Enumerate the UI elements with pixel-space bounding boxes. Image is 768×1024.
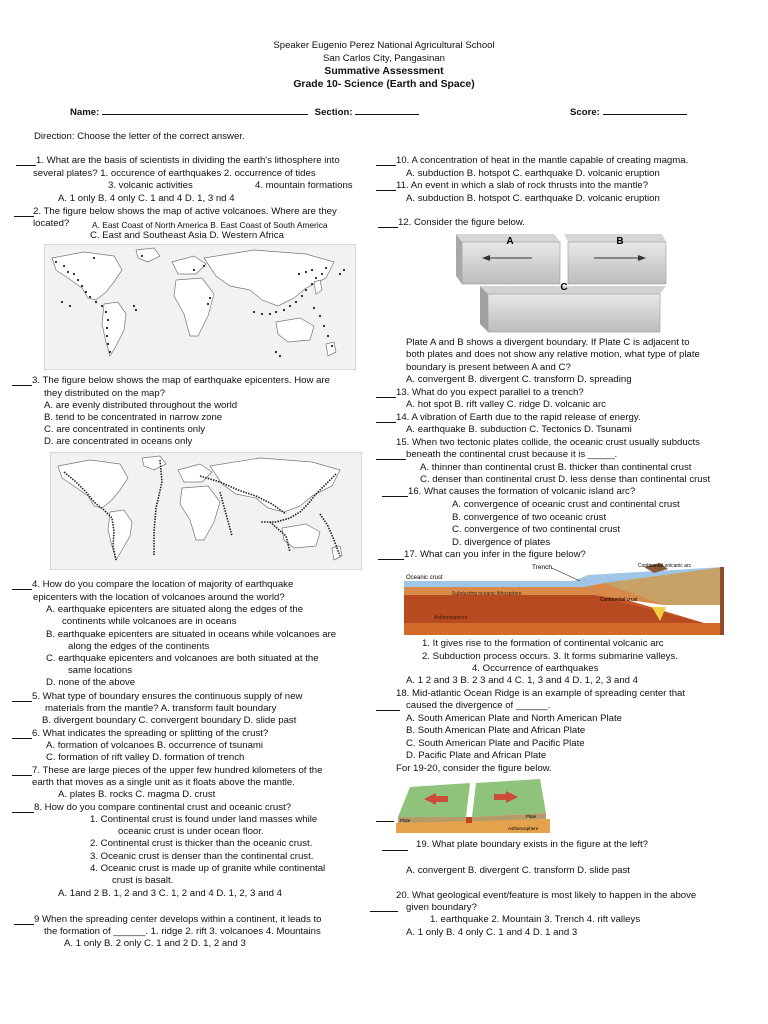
plate-c-label: C: [560, 282, 568, 293]
q19-answer-blank[interactable]: [382, 841, 408, 851]
assessment-title: Summative Assessment: [324, 66, 444, 77]
q4-option-c2: same locations: [68, 665, 132, 676]
q15-line4: C. denser than continental crust D. less dense than continental crust: [420, 474, 711, 485]
q4-option-d: D. none of the above: [46, 677, 136, 688]
q10-answer-blank[interactable]: [376, 156, 396, 166]
q14-line1: 14. A vibration of Earth due to the rapid release of energy.: [396, 412, 641, 423]
q8-stmt4a: 4. Oceanic crust is made up of granite while continental: [90, 863, 326, 874]
q12-para3: boundary is present between A and C?: [406, 362, 571, 373]
q6-line3: C. formation of rift valley D. formation of trench: [46, 752, 245, 763]
q4-line1: 4. How do you compare the location of majority of earthquake: [32, 579, 294, 590]
q1-answer-blank[interactable]: [16, 156, 36, 166]
divergent-figure: [396, 777, 550, 833]
q18-option-d: D. Pacific Plate and African Plate: [406, 750, 547, 761]
q19-line1: 19. What plate boundary exists in the figure at the left?: [416, 839, 648, 850]
plate-b-block: [564, 234, 666, 284]
section-label: Section:: [314, 107, 353, 118]
q12-para2: both plates and does not show any relative motion, what type of plate: [406, 349, 700, 360]
asthenosphere-label-2: Asthenosphere: [508, 826, 539, 831]
score-row: [570, 105, 687, 119]
q9-line3: A. 1 only B. 2 only C. 1 and 2 D. 1, 2 and 3: [64, 938, 246, 949]
q4-option-a1: A. earthquake epicenters are situated along the edges of the: [46, 604, 304, 615]
name-row: [70, 105, 419, 119]
q3-line2: they distributed on the map?: [44, 388, 166, 399]
school-name: Speaker Eugenio Perez National Agricultural School: [273, 40, 495, 51]
q15-line3: A. thinner than continental crust B. thicker than continental crust: [420, 462, 692, 473]
name-label: Name:: [70, 107, 100, 118]
q18-answer-blank[interactable]: [376, 701, 400, 711]
q18-line1: 18. Mid-atlantic Ocean Ridge is an example of spreading center that: [396, 688, 686, 699]
q15-answer-blank[interactable]: [376, 450, 406, 460]
continental-crust-label: Continental crust: [600, 597, 638, 603]
q17-stmt2-3: 2. Subduction process occurs. 3. It forms submarine valleys.: [422, 651, 678, 662]
q2-line1: 2. The figure below shows the map of active volcanoes. Where are they: [33, 206, 337, 217]
q17-line1: 17. What can you infer in the figure below?: [404, 549, 586, 560]
q3-answer-blank[interactable]: [12, 376, 32, 386]
subduction-figure: [404, 561, 724, 635]
plate-a-label: A: [506, 236, 514, 247]
q17-stmt1: 1. It gives rise to the formation of continental volcanic arc: [422, 638, 664, 649]
q5-line3: B. divergent boundary C. convergent boundary D. slide past: [42, 715, 297, 726]
q20-options: A. 1 only B. 4 only C. 1 and 4 D. 1 and 3: [406, 927, 578, 938]
q8-stmt3: 3. Oceanic crust is denser than the continental crust.: [90, 851, 314, 862]
q11-answer-blank[interactable]: [376, 181, 396, 191]
q8-stmt2: 2. Continental crust is thicker than the oceanic crust.: [90, 838, 313, 849]
q11-line2: A. subduction B. hotspot C. earthquake D. volcanic eruption: [406, 193, 660, 204]
q15-line1: 15. When two tectonic plates collide, the oceanic crust usually subducts: [396, 437, 700, 448]
assessment-subtitle: Grade 10- Science (Earth and Space): [293, 79, 475, 90]
q6-line1: 6. What indicates the spreading or splitting of the crust?: [32, 728, 269, 739]
q3-option-d: D. are concentrated in oceans only: [44, 436, 193, 447]
q1-line3: 3. volcanic activities: [108, 180, 193, 191]
q18-option-c: C. South American Plate and Pacific Plate: [406, 738, 585, 749]
q3-option-b: B. tend to be concentrated in narrow zone: [44, 412, 223, 423]
q17-answer-blank[interactable]: [378, 550, 404, 560]
q6-line2: A. formation of volcanoes B. occurrence of tsunami: [46, 740, 264, 751]
q1-options: A. 1 only B. 4 only C. 1 and 4 D. 1, 3 nd 4: [58, 193, 235, 204]
q2-line2b: A. East Coast of North America B. East Coast of South America: [92, 220, 328, 230]
q10-line2: A. subduction B. hotspot C. earthquake D. volcanic eruption: [406, 168, 660, 179]
earthquake-map-figure: [50, 452, 362, 570]
q8-stmt1b: oceanic crust is under ocean floor.: [118, 826, 264, 837]
subducting-label: Subducting oceanic lithosphere: [452, 591, 522, 597]
q5-line1: 5. What type of boundary ensures the continuous supply of new: [32, 691, 303, 702]
q16-line1: 16. What causes the formation of volcanic island arc?: [408, 486, 636, 497]
q2-line2: located?: [33, 218, 70, 229]
oceanic-crust-label: Oceanic crust: [406, 575, 443, 581]
q13-answer-blank[interactable]: [376, 388, 396, 398]
q20-line3: 1. earthquake 2. Mountain 3. Trench 4. rift valleys: [430, 914, 641, 925]
q4-option-b2: along the edges of the continents: [68, 641, 210, 652]
q3-line1: 3. The figure below shows the map of earthquake epicenters. How are: [32, 375, 330, 386]
plate-b-label: B: [616, 236, 624, 247]
q8-answer-blank[interactable]: [12, 803, 34, 813]
plate-c-block: [480, 286, 666, 332]
q8-stmt1a: 1. Continental crust is found under land masses while: [90, 814, 318, 825]
q17-stmt4: 4. Occurrence of earthquakes: [472, 663, 599, 674]
q12-options: A. convergent B. divergent C. transform D. spreading: [406, 374, 632, 385]
q20-line2: given boundary?: [406, 902, 477, 913]
q7-line3: A. plates B. rocks C. magma D. crust: [58, 789, 216, 800]
name-field[interactable]: [102, 105, 308, 115]
q19-options: A. convergent B. divergent C. transform D. slide past: [406, 865, 630, 876]
q18-line2: caused the divergence of ______.: [406, 700, 551, 711]
q9-line2: the formation of ______. 1. ridge 2. rift 3. volcanoes 4. Mountains: [44, 926, 321, 937]
q8-options: A. 1and 2 B. 1, 2 and 3 C. 1, 2 and 4 D. 1, 2, 3 and 4: [58, 888, 283, 899]
q15-line2: beneath the continental crust because it is _____.: [406, 449, 618, 460]
q11-line1: 11. An event in which a slab of rock thrusts into the mantle?: [396, 180, 649, 191]
volcano-map-figure: [44, 244, 356, 370]
q12-answer-blank[interactable]: [378, 218, 398, 228]
plate-label-right: Plate: [526, 814, 537, 819]
q12-line1: 12. Consider the figure below.: [398, 217, 525, 228]
q7-answer-blank[interactable]: [12, 766, 32, 776]
plate-label-left: Plate: [400, 818, 411, 823]
q7-line2: earth that moves as a single unit as it floats above the mantle.: [32, 777, 295, 788]
q16-option-d: D. divergence of plates: [452, 537, 551, 548]
q16-option-a: A. convergence of oceanic crust and continental crust: [452, 499, 680, 510]
q4-option-a2: continents while volcanoes are in oceans: [62, 616, 237, 627]
q4-answer-blank[interactable]: [12, 580, 32, 590]
q8-stmt4b: crust is basalt.: [112, 875, 174, 886]
plates-block-figure: [452, 230, 670, 336]
q13-line2: A. hot spot B. rift valley C. ridge D. volcanic arc: [406, 399, 606, 410]
school-city: San Carlos City, Pangasinan: [323, 53, 445, 64]
q13-line1: 13. What do you expect parallel to a trench?: [396, 387, 584, 398]
q8-line1: 8. How do you compare continental crust and oceanic crust?: [34, 802, 292, 813]
direction-text: Direction: Choose the letter of the correct answer.: [34, 131, 245, 142]
q20-answer-blank[interactable]: [370, 902, 398, 912]
q14-answer-blank[interactable]: [376, 413, 396, 423]
q1-line1: 1. What are the basis of scientists in dividing the earth's lithosphere into: [36, 155, 340, 166]
trench-label: Trench: [532, 564, 552, 571]
q3-option-c: C. are concentrated in continents only: [44, 424, 206, 435]
q4-option-c1: C. earthquake epicenters and volcanoes are both situated at the: [46, 653, 319, 664]
q5-answer-blank[interactable]: [12, 692, 32, 702]
q4-line2: epicenters with the location of volcanoes around the world?: [33, 592, 285, 603]
volcanic-arc-label: Continental volcanic arc: [638, 563, 692, 569]
q20-line1: 20. What geological event/feature is most likely to happen in the above: [396, 890, 697, 901]
q5-line2: materials from the mantle? A. transform fault boundary: [45, 703, 277, 714]
score-field[interactable]: [603, 105, 687, 115]
q1-line3b: 4. mountain formations: [255, 180, 353, 191]
q9-line1: 9 When the spreading center develops within a continent, it leads to: [34, 914, 322, 925]
q18-option-b: B. South American Plate and African Plate: [406, 725, 586, 736]
asthenosphere-label: Asthenosphere: [434, 615, 468, 621]
q9-answer-blank[interactable]: [14, 915, 34, 925]
q7-line1: 7. These are large pieces of the upper few hundred kilometers of the: [32, 765, 323, 776]
q6-answer-blank[interactable]: [12, 729, 32, 739]
q18-option-a: A. South American Plate and North American Plate: [406, 713, 622, 724]
q2-answer-blank[interactable]: [14, 207, 34, 217]
q16-option-c: C. convergence of two continental crust: [452, 524, 620, 535]
score-label: Score:: [570, 107, 600, 118]
q16-option-b: B. convergence of two oceanic crust: [452, 512, 607, 523]
q14-line2: A. earthquake B. subduction C. Tectonics D. Tsunami: [406, 424, 632, 435]
q10-line1: 10. A concentration of heat in the mantle capable of creating magma.: [396, 155, 689, 166]
q3-option-a: A. are evenly distributed throughout the world: [44, 400, 238, 411]
q19-20-intro: For 19-20, consider the figure below.: [396, 763, 552, 774]
q2-line3: C. East and Southeast Asia D. Western Africa: [90, 230, 284, 241]
divergent-figure-blank[interactable]: [376, 812, 394, 822]
q4-option-b1: B. earthquake epicenters are situated in oceans while volcanoes are: [46, 629, 337, 640]
q16-answer-blank[interactable]: [382, 487, 408, 497]
q1-line2: several plates? 1. occurence of earthquakes 2. occurrence of tides: [33, 168, 316, 179]
q17-options: A. 1 2 and 3 B. 2 3 and 4 C. 1, 3 and 4 D. 1, 2, 3 and 4: [406, 675, 639, 686]
q12-para1: Plate A and B shows a divergent boundary. If Plate C is adjacent to: [406, 337, 690, 348]
section-field[interactable]: [355, 105, 419, 115]
